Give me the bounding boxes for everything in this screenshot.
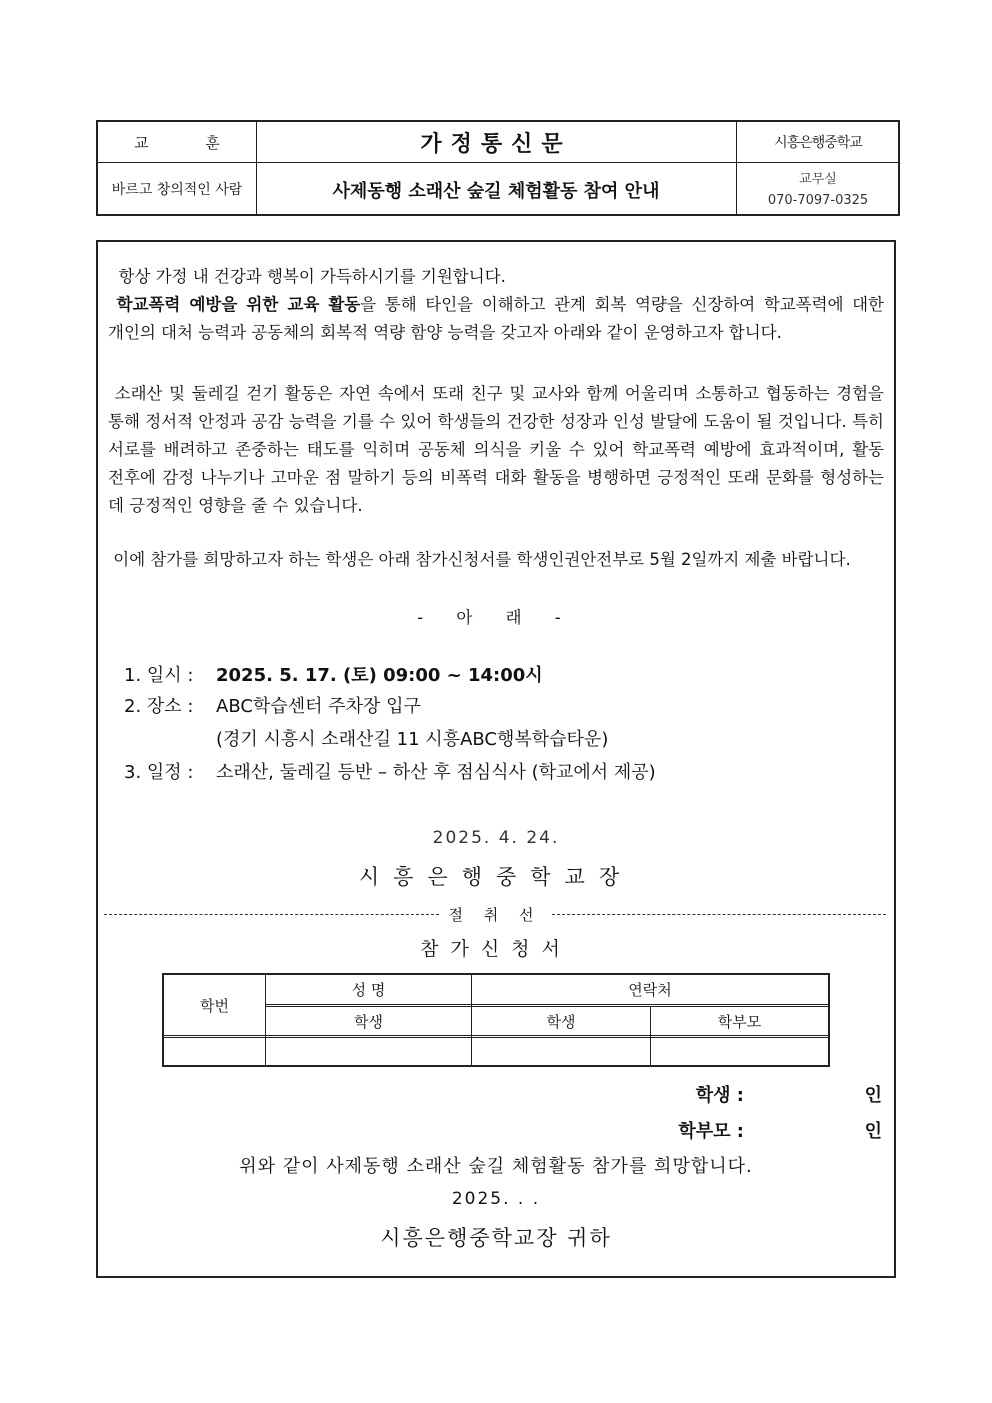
purpose-highlight: 학교폭력 예방을 위한 교육 활동 [116,295,361,314]
item-place-address: (경기 시흥시 소래산길 11 시흥ABC행복학습타운) [216,729,609,750]
item-schedule [124,758,656,788]
parent-contact-input-cell[interactable] [651,1038,828,1065]
dash-line [552,914,886,915]
subheader-parent-contact: 학부모 [717,1012,762,1031]
header-name: 성 명 [351,981,386,999]
activity-paragraph [108,380,884,520]
purpose-text: 을 통해 타인을 이해하고 관계 회복 역량을 신장하여 학교폭력에 대한 개인의 대처 능력과 공동체의 회복적 역량 함양 능력을 갖고자 아래와 같이 운영하고자 합니다. [108,295,885,342]
header-table [96,120,900,216]
subheader-student-name: 학생 [354,1012,383,1031]
cut-line [104,904,886,925]
greeting-paragraph [108,263,884,291]
cut-line-label: 절 취 선 [448,906,542,924]
application-date: 2025. . . [451,1189,541,1209]
application-title: 참가신청서 [420,938,572,960]
item-value: 소래산, 둘레길 등반 – 하산 후 점심식사 (학교에서 제공) [216,762,656,783]
parent-seal: 인 [864,1121,882,1142]
subheader-student-contact: 학생 [546,1012,576,1031]
greeting-text: 항상 가정 내 건강과 행복이 가득하시기를 기원합니다. [118,267,506,286]
header-contact: 연락처 [628,981,672,999]
participation-statement: 위와 같이 사제동행 소래산 숲길 체험활동 참가를 희망합니다. [239,1156,753,1177]
school-motto: 바르고 창의적인 사람 [111,181,243,198]
submission-text: 이에 참가를 희망하고자 하는 학생은 아래 참가신청서를 학생인권안전부로 5월 2일까지 제출 바랍니다. [113,550,851,569]
office-phone: 070-7097-0325 [767,192,869,208]
newsletter-title: 가정통신문 [420,131,572,157]
submission-paragraph [108,546,884,574]
student-seal: 인 [864,1085,882,1106]
item-value: ABC학습센터 주차장 입구 [216,696,421,717]
item-label: 1. 일시 : [124,665,194,686]
header-grade: 학번 [200,997,229,1015]
student-sign-label: 학생 : [695,1085,744,1106]
parent-sign-label: 학부모 : [678,1121,744,1142]
item-value: 2025. 5. 17. (토) 09:00 ~ 14:00시 [216,665,543,686]
student-contact-input-cell[interactable] [472,1038,650,1065]
item-datetime [124,661,543,691]
principal-signature: 시흥은행중학교장 [358,865,634,889]
item-place [124,692,421,722]
issue-date: 2025. 4. 24. [432,828,560,848]
school-name: 시흥은행중학교 [774,135,862,151]
activity-text: 소래산 및 둘레길 걷기 활동은 자연 속에서 또래 친구 및 교사와 함께 어울리며 소통하고 협동하는 경험을 통해 정서적 안정과 공감 능력을 기를 수 있어 학생들의 건강한 성장과 인성 발달에 도움이 될 것입니다. 특히 서로를 배려하고 존중하는 태도를 익히며 공동체 의식을 키울 수 있어 학교폭력 예방에 효과적이며, 활동 전후에 감정 나누기나 고마운 점 말하기 등의 비폭력 대화 활동을 병행하면 긍정적인 또래 문화를 형성하는 데 긍정적인 영향을 줄 수 있습니다. [108,384,884,515]
motto-label: 교 훈 [134,133,246,152]
dash-line [104,914,439,915]
office-name: 교무실 [799,171,837,187]
name-input-cell[interactable] [266,1038,471,1065]
grade-input-cell[interactable] [164,1038,265,1065]
below-heading: - 아 래 - [417,608,575,627]
office-contact [736,163,900,216]
item-label: 3. 일정 : [124,762,194,783]
addressee: 시흥은행중학교장 귀하 [380,1226,612,1250]
notice-subtitle: 사제동행 소래산 숲길 체험활동 참여 안내 [332,180,660,202]
purpose-paragraph [108,291,884,347]
item-label: 2. 장소 : [124,696,194,717]
application-table [162,973,830,1067]
